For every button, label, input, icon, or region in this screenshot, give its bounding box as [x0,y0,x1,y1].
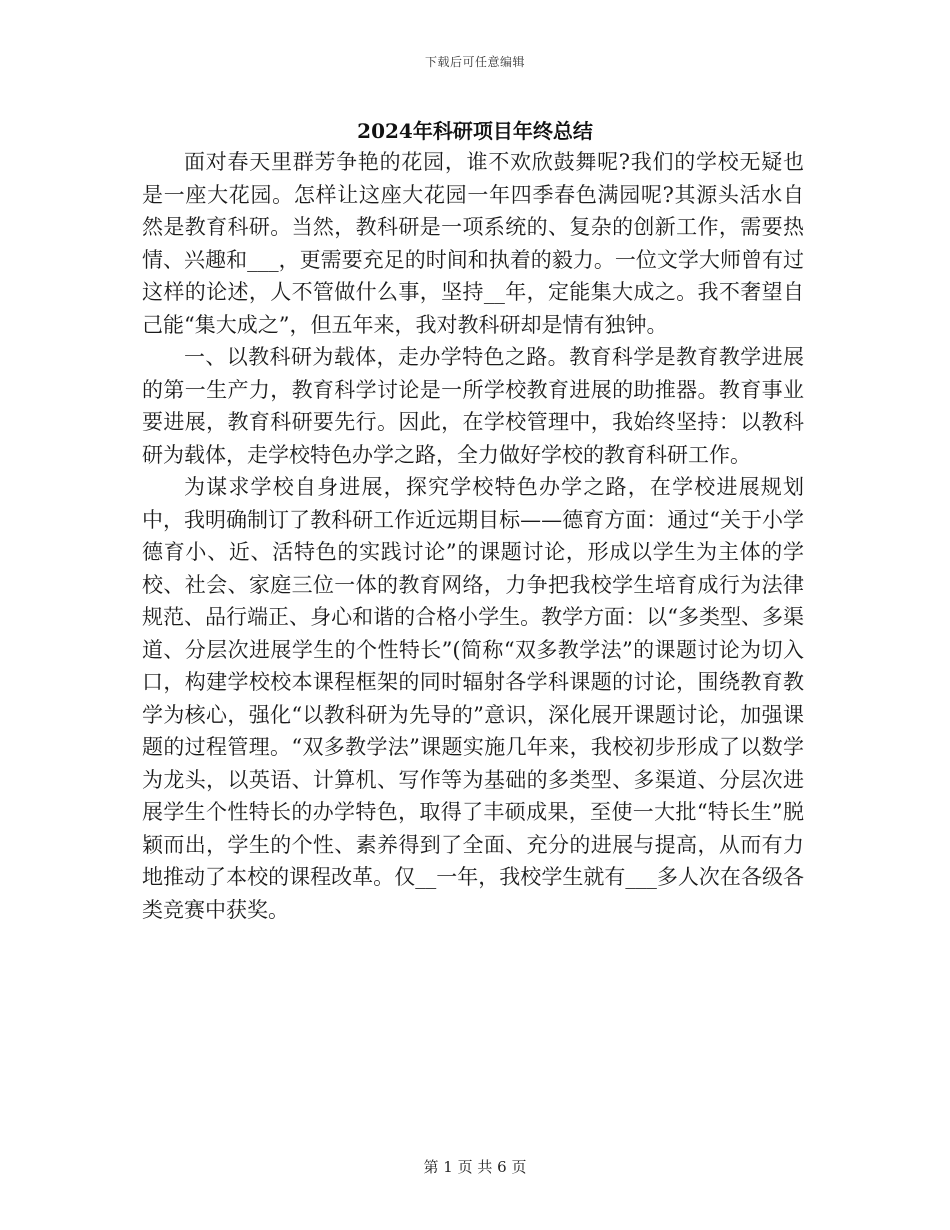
paragraph: 为谋求学校自身进展，探究学校特色办学之路，在学校进展规划中，我明确制订了教科研工作近远期目标——德育方面：通过“关于小学德育小、近、活特色的实践讨论”的课题讨论，形成以学生为主体的学校、社会、家庭三位一体的教育网络，力争把我校学生培育成行为法律规范、品行端正、身心和谐的合格小学生。教学方面：以“多类型、多渠道、分层次进展学生的个性特长”(简称“双多教学法”的课题讨论为切入口，构建学校校本课程框架的同时辐射各学科课题的讨论，围绕教育教学为核心，强化“以教科研为先导的”意识，深化展开课题讨论，加强课题的过程管理。“双多教学法”课题实施几年来，我校初步形成了以数学为龙头，以英语、计算机、写作等为基础的多类型、多渠道、分层次进展学生个性特长的办学特色，取得了丰硕成果，至使一大批“特长生”脱颖而出，学生的个性、素养得到了全面、充分的进展与提高，从而有力地推动了本校的课程改革。仅__一年，我校学生就有___多人次在各级各类竞赛中获奖。 [142,475,804,922]
header-note: 下载后可任意编辑 [424,55,525,69]
document-body [142,146,804,926]
paragraph: 一、以教科研为载体，走办学特色之路。教育科学是教育教学进展的第一生产力，教育科学讨论是一所学校教育进展的助推器。教育事业要进展，教育科研要先行。因此，在学校管理中，我始终坚持：以教科研为载体，走学校特色办学之路，全力做好学校的教育科研工作。 [142,345,804,467]
paragraph: 面对春天里群芳争艳的花园，谁不欢欣鼓舞呢?我们的学校无疑也是一座大花园。怎样让这座大花园一年四季春色满园呢?其源头活水自然是教育科研。当然，教科研是一项系统的、复杂的创新工作，需要热情、兴趣和___，更需要充足的时间和执着的毅力。一位文学大师曾有过这样的论述，人不管做什么事，坚持__年，定能集大成之。我不奢望自己能“集大成之”，但五年来，我对教科研却是情有独钟。 [142,150,804,337]
page-number: 第 1 页 共 6 页 [423,1158,527,1176]
document-title: 2024年科研项目年终总结 [357,119,593,143]
